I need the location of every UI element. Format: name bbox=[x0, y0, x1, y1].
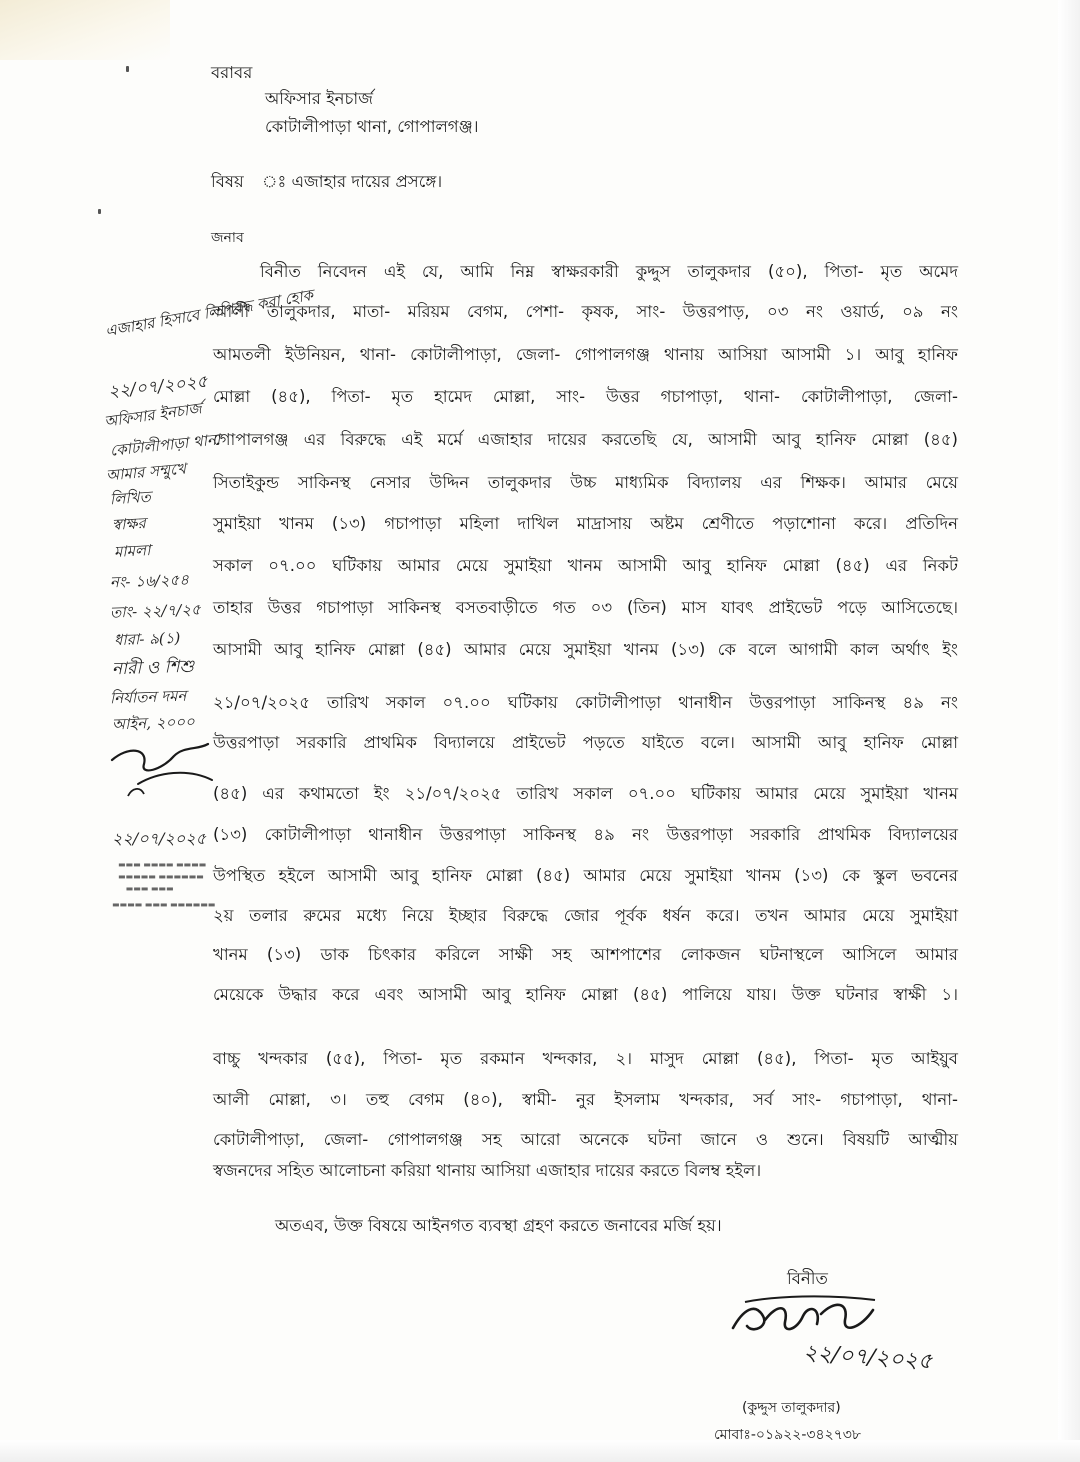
body-line: (৪৫) এর কথামতো ইং ২১/০৭/২০২৫ তারিখ সকাল ০৭.০০ ঘটিকায় আমার মেয়ে সুমাইয়া খানম bbox=[213, 784, 958, 803]
body-line: গোপালগঞ্জ এর বিরুদ্ধে এই মর্মে এজাহার দায়ের করতেছি যে, আসামী আবু হানিফ মোল্লা (৪৫) bbox=[213, 430, 958, 449]
signature-date: ২২/০৭/২০২৫ bbox=[802, 1340, 934, 1375]
paper-speck bbox=[98, 209, 101, 214]
body-line: সিতাইকুন্ড সাকিনস্থ নেসার উদ্দিন তালুকদার উচ্চ মাধ্যমিক বিদ্যালয় এর শিক্ষক। আমার মেয়ে bbox=[213, 473, 958, 492]
body-line: উত্তরপাড়া সরকারি প্রাথমিক বিদ্যালয়ে প্রাইভেট পড়তে যাইতে বলে। আসামী আবু হানিফ মোল্লা bbox=[213, 733, 958, 752]
margin-note: নং- ১৬/২৫৪ bbox=[109, 570, 190, 592]
body-line: বাচ্চু খন্দকার (৫৫), পিতা- মৃত রকমান খন্দকার, ২। মাসুদ মোল্লা (৪৫), পিতা- মৃত আইয়ুব bbox=[213, 1049, 958, 1068]
body-line: আলী মোল্লা, ৩। তহু বেগম (৪০), স্বামী- নুর ইসলাম খন্দকার, সর্ব সাং- গচাপাড়া, থানা- bbox=[213, 1090, 958, 1109]
body-line: ২য় তলার রুমের মধ্যে নিয়ে ইচ্ছার বিরুদ্ধে জোর পূর্বক ধর্ষন করে। তখন আমার মেয়ে সুমাইয়া bbox=[213, 906, 958, 925]
subject-label: বিষয় bbox=[211, 172, 244, 191]
stamp-text-blurred: ▬▬▬ ▬▬▬▬ ▬▬▬▬ bbox=[118, 860, 207, 869]
margin-note: নির্যাতন দমন bbox=[109, 686, 187, 708]
body-line: উপস্থিত হইলে আসামী আবু হানিফ মোল্লা (৪৫) আমার মেয়ে সুমাইয়া খানম (১৩) কে স্কুল ভবনের bbox=[213, 866, 958, 885]
signer-mobile: মোবাঃ-০১৯২২-৩৪২৭৩৮ bbox=[714, 1427, 861, 1443]
body-line: আলী তালুকদার, মাতা- মরিয়ম বেগম, পেশা- কৃষক, সাং- উত্তরপাড়, ০৩ নং ওয়ার্ড, ০৯ নং bbox=[213, 302, 958, 321]
body-line: বিনীত নিবেদন এই যে, আমি নিম্ন স্বাক্ষরকারী কুদ্দুস তালুকদার (৫০), পিতা- মৃত অমেদ bbox=[260, 262, 958, 281]
signer-name: (কুদ্দুস তালুকদার) bbox=[742, 1400, 841, 1416]
margin-note: তাং- ২২/৭/২৫ bbox=[109, 600, 201, 622]
greeting: জনাব bbox=[211, 230, 244, 246]
body-line: আমতলী ইউনিয়ন, থানা- কোটালীপাড়া, জেলা- গোপালগঞ্জ থানায় আসিয়া আসামী ১। আবু হানিফ bbox=[213, 345, 958, 364]
body-line: (১৩) কোটালীপাড়া থানাধীন উত্তরপাড়া সাকিনস্থ ৪৯ নং উত্তরপাড়া সরকারি প্রাথমিক বিদ্যালয়ের bbox=[213, 825, 958, 844]
body-line: খানম (১৩) ডাক চিৎকার করিলে সাক্ষী সহ আশপাশের লোকজন ঘটনাস্থলে আসিলে আমার bbox=[213, 945, 958, 964]
page-edge-bottom bbox=[0, 1440, 1080, 1462]
margin-note: এজাহার হিসাবে লিপিবদ্ধ করা হোক bbox=[103, 285, 315, 341]
body-line: আসামী আবু হানিফ মোল্লা (৪৫) আমার মেয়ে সুমাইয়া খানম (১৩) কে বলে আগামী কাল অর্থাৎ ইং bbox=[213, 640, 958, 659]
margin-note: কোটালীপাড়া থানা bbox=[109, 430, 222, 460]
margin-note: অফিসার ইনচার্জ bbox=[103, 399, 203, 431]
stamp-text-blurred: ▬▬▬▬▬ ▬▬▬▬▬▬ bbox=[118, 872, 204, 881]
body-line: মোল্লা (৪৫), পিতা- মৃত হামেদ মোল্লা, সাং- উত্তর গচাপাড়া, থানা- কোটালীপাড়া, জেলা- bbox=[213, 387, 958, 406]
paper-speck bbox=[126, 66, 129, 72]
body-line: মেয়েকে উদ্ধার করে এবং আসামী আবু হানিফ মোল্লা (৪৫) পালিয়ে যায়। উক্ত ঘটনার স্বাক্ষী ১। bbox=[213, 985, 958, 1004]
stamp-text-blurred: ▬▬▬▬ ▬▬▬ ▬▬▬▬▬▬ bbox=[112, 900, 216, 909]
margin-note: ২২/০৭/২০২৫ bbox=[112, 829, 206, 848]
recipient-title: অফিসার ইনচার্জ bbox=[265, 89, 373, 108]
body-line: সকাল ০৭.০০ ঘটিকায় আমার মেয়ে সুমাইয়া খানম আসামী আবু হানিফ মোল্লা (৪৫) এর নিকট bbox=[213, 556, 958, 575]
margin-note: স্বাক্ষর bbox=[111, 514, 147, 534]
body-line: তাহার উত্তর গচাপাড়া সাকিনস্থ বসতবাড়ীতে গত ০৩ (তিন) মাস যাবৎ প্রাইভেট পড়ে আসিতেছে। bbox=[213, 598, 958, 617]
margin-note: আমার সম্মুখে bbox=[105, 459, 187, 485]
body-line: স্বজনদের সহিত আলোচনা করিয়া থানায় আসিয়া এজাহার দায়ের করতে বিলম্ব হইল। bbox=[213, 1161, 762, 1180]
margin-note: মামলা bbox=[113, 541, 151, 561]
body-line: ২১/০৭/২০২৫ তারিখ সকাল ০৭.০০ ঘটিকায় কোটালীপাড়া থানাধীন উত্তরপাড়া সাকিনস্থ ৪৯ নং bbox=[213, 693, 958, 712]
body-line: সুমাইয়া খানম (১৩) গচাপাড়া মহিলা দাখিল মাদ্রাসায় অষ্টম শ্রেণীতে পড়াশোনা করে। প্রতিদিন bbox=[213, 514, 958, 533]
page-edge-right bbox=[1058, 0, 1080, 1462]
margin-note: ২২/০৭/২০২৫ bbox=[107, 371, 209, 403]
salutation-to: বরাবর bbox=[211, 63, 253, 82]
closing-word: বিনীত bbox=[787, 1269, 828, 1288]
closing-request: অতএব, উক্ত বিষয়ে আইনগত ব্যবস্থা গ্রহণ করতে জনাবের মর্জি হয়। bbox=[275, 1216, 722, 1235]
margin-note: আইন, ২০০০ bbox=[111, 712, 196, 734]
margin-note: ধারা- ৯(১) bbox=[113, 628, 181, 650]
margin-note: লিখিত bbox=[109, 487, 152, 509]
stamp-text-blurred: ▬▬▬ ▬▬▬ bbox=[118, 884, 174, 893]
subject-text: ঃ এজাহার দায়ের প্রসঙ্গে। bbox=[262, 172, 443, 191]
margin-note: নারী ও শিশু bbox=[111, 656, 195, 680]
page-corner-shadow bbox=[0, 0, 170, 60]
officer-initials bbox=[108, 740, 218, 800]
recipient-office: কোটালীপাড়া থানা, গোপালগঞ্জ। bbox=[265, 117, 479, 136]
body-line: কোটালীপাড়া, জেলা- গোপালগঞ্জ সহ আরো অনেকে ঘটনা জানে ও শুনে। বিষয়টি আত্মীয় bbox=[213, 1130, 958, 1149]
